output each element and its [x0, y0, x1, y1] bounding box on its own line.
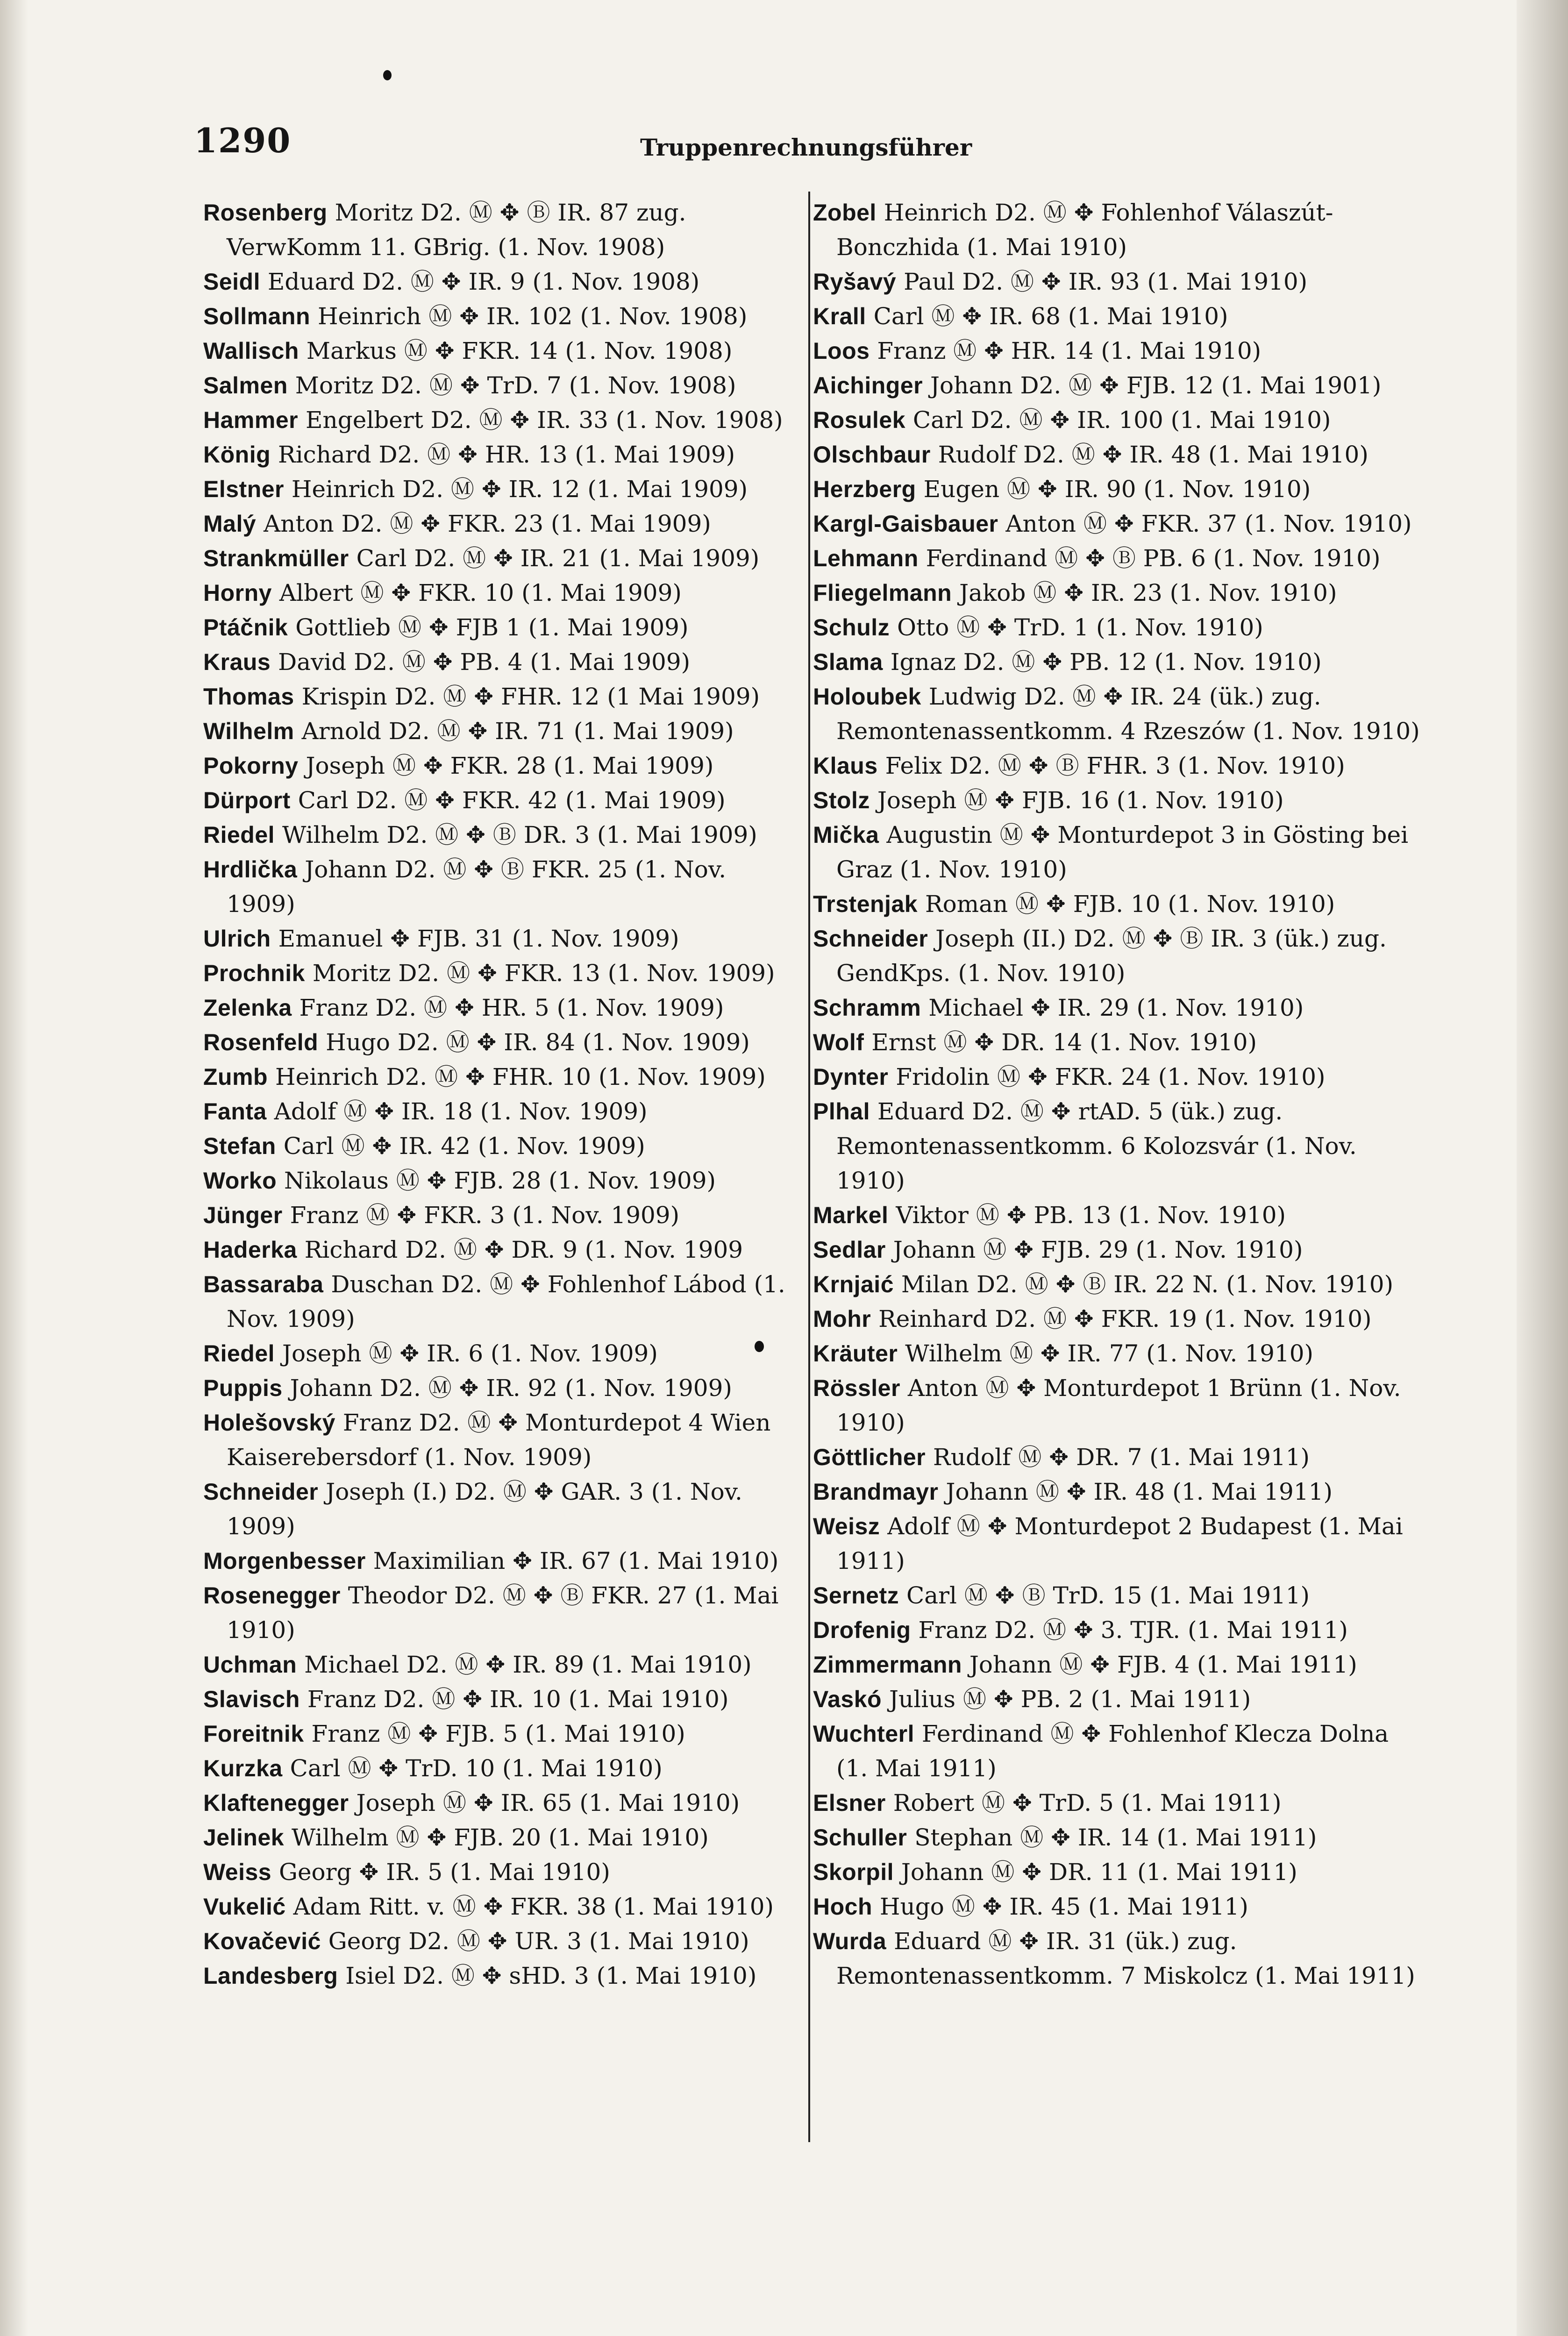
entry-surname: Kargl-Gaisbauer	[813, 511, 998, 537]
directory-entry	[203, 1820, 792, 1855]
entry-surname: Rosenegger	[203, 1582, 341, 1609]
directory-entry	[813, 1440, 1420, 1474]
entry-surname: Kraus	[203, 649, 271, 675]
entry-surname: Schulz	[813, 614, 890, 641]
directory-entry	[203, 1647, 792, 1682]
entry-details: Carl D2. Ⓜ ✥ IR. 100 (1. Mai 1910)	[912, 406, 1331, 434]
directory-entry	[203, 437, 792, 472]
directory-entry	[813, 990, 1420, 1025]
entry-surname: Wuchterl	[813, 1721, 914, 1747]
directory-entry	[203, 1716, 792, 1751]
entry-surname: Skorpil	[813, 1859, 894, 1885]
entry-surname: Morgenbesser	[203, 1548, 366, 1574]
entry-surname: Worko	[203, 1168, 277, 1194]
entry-details: Jakob Ⓜ ✥ IR. 23 (1. Nov. 1910)	[959, 579, 1337, 606]
directory-entry	[203, 195, 792, 264]
ink-speck	[755, 1341, 764, 1352]
entry-surname: Wallisch	[203, 338, 299, 364]
entry-surname: Rosenberg	[203, 199, 328, 226]
entry-details: Carl Ⓜ ✥ Ⓑ TrD. 15 (1. Mai 1911)	[906, 1582, 1310, 1609]
directory-entry	[813, 1336, 1420, 1371]
entry-surname: Hoch	[813, 1894, 872, 1920]
entry-surname: Krnjaić	[813, 1271, 894, 1297]
directory-entry	[813, 783, 1420, 818]
directory-entry	[813, 368, 1420, 403]
directory-entry	[813, 1820, 1420, 1855]
entry-surname: Vukelić	[203, 1894, 286, 1920]
entry-details: Ferdinand Ⓜ ✥ Fohlenhof Klecza Dolna (1. Mai 1911)	[836, 1720, 1389, 1782]
entry-details: Milan D2. Ⓜ ✥ Ⓑ IR. 22 N. (1. Nov. 1910)	[901, 1271, 1394, 1298]
directory-entry	[813, 1578, 1420, 1613]
entry-surname: Plhal	[813, 1098, 870, 1125]
directory-entry	[813, 264, 1420, 299]
directory-entry	[813, 818, 1420, 887]
entry-surname: Rosenfeld	[203, 1029, 319, 1055]
directory-entry	[813, 1647, 1420, 1682]
directory-entry	[203, 264, 792, 299]
directory-entry	[203, 1959, 792, 1993]
directory-entry	[813, 1855, 1420, 1889]
entry-details: Theodor D2. Ⓜ ✥ Ⓑ FKR. 27 (1. Mai 1910)	[227, 1582, 779, 1644]
directory-entry	[813, 748, 1420, 783]
entry-surname: Fanta	[203, 1098, 267, 1125]
directory-entry	[203, 1163, 792, 1198]
entry-details: Nikolaus Ⓜ ✥ FJB. 28 (1. Nov. 1909)	[284, 1167, 716, 1194]
directory-entry	[203, 1889, 792, 1924]
entry-surname: Uchman	[203, 1652, 297, 1678]
entry-surname: Schneider	[203, 1479, 319, 1505]
entry-details: Eduard D2. Ⓜ ✥ IR. 9 (1. Nov. 1908)	[267, 268, 700, 295]
directory-entry	[813, 299, 1420, 334]
entry-surname: Loos	[813, 338, 870, 364]
entry-details: Heinrich D2. Ⓜ ✥ Fohlenhof Válaszút-Bonczhida (1. Mai 1910)	[836, 199, 1333, 261]
directory-entry	[813, 1613, 1420, 1647]
entry-surname: Ulrich	[203, 926, 271, 952]
entry-details: Rudolf Ⓜ ✥ DR. 7 (1. Mai 1911)	[933, 1444, 1310, 1471]
directory-entry	[203, 645, 792, 679]
entry-surname: Salmen	[203, 372, 288, 399]
directory-entry	[203, 472, 792, 506]
entry-surname: Kräuter	[813, 1340, 898, 1367]
entry-details: Anton Ⓜ ✥ Monturdepot 1 Brünn (1. Nov. 1910)	[836, 1375, 1401, 1436]
entry-details: Gottlieb Ⓜ ✥ FJB 1 (1. Mai 1909)	[295, 614, 689, 641]
entry-details: Franz D2. Ⓜ ✥ HR. 5 (1. Nov. 1909)	[299, 994, 724, 1021]
entry-surname: Foreitnik	[203, 1721, 304, 1747]
directory-entry	[203, 506, 792, 541]
entry-details: Reinhard D2. Ⓜ ✥ FKR. 19 (1. Nov. 1910)	[878, 1305, 1372, 1332]
entry-surname: Mohr	[813, 1306, 871, 1332]
entry-surname: Lehmann	[813, 545, 919, 571]
entry-details: Moritz D2. Ⓜ ✥ Ⓑ IR. 87 zug. VerwKomm 11. GBrig. (1. Nov. 1908)	[227, 199, 686, 261]
directory-entry	[203, 1094, 792, 1129]
entry-details: Franz D2. Ⓜ ✥ IR. 10 (1. Mai 1910)	[307, 1686, 729, 1713]
entry-details: Johann Ⓜ ✥ DR. 11 (1. Mai 1911)	[901, 1859, 1297, 1886]
directory-entry	[813, 334, 1420, 368]
directory-entry	[813, 1786, 1420, 1820]
entry-surname: Rosulek	[813, 407, 906, 433]
entry-details: Krispin D2. Ⓜ ✥ FHR. 12 (1 Mai 1909)	[301, 683, 760, 710]
entry-surname: Landesberg	[203, 1963, 338, 1989]
entry-surname: Zumb	[203, 1064, 268, 1090]
directory-entry	[813, 403, 1420, 437]
entry-surname: Schramm	[813, 995, 921, 1021]
left-column	[203, 195, 792, 1993]
entry-details: Fridolin Ⓜ ✥ FKR. 24 (1. Nov. 1910)	[896, 1063, 1326, 1090]
directory-entry	[813, 921, 1420, 990]
entry-surname: Aichinger	[813, 372, 923, 399]
entry-surname: Göttlicher	[813, 1444, 926, 1470]
entry-details: Joseph Ⓜ ✥ IR. 6 (1. Nov. 1909)	[282, 1340, 658, 1367]
entry-details: Johann Ⓜ ✥ FJB. 4 (1. Mai 1911)	[969, 1651, 1357, 1678]
entry-details: Adolf Ⓜ ✥ IR. 18 (1. Nov. 1909)	[274, 1098, 648, 1125]
entry-details: Franz Ⓜ ✥ FJB. 5 (1. Mai 1910)	[311, 1720, 685, 1747]
entry-details: Isiel D2. Ⓜ ✥ sHD. 3 (1. Mai 1910)	[345, 1962, 757, 1989]
entry-surname: Wolf	[813, 1029, 864, 1055]
entry-surname: Klaftenegger	[203, 1790, 349, 1816]
directory-entry	[813, 506, 1420, 541]
entry-details: Otto Ⓜ ✥ TrD. 1 (1. Nov. 1910)	[897, 614, 1263, 641]
entry-surname: Weiss	[203, 1859, 272, 1885]
entry-details: Joseph (II.) D2. Ⓜ ✥ Ⓑ IR. 3 (ük.) zug. GendKps. (1. Nov. 1910)	[836, 925, 1387, 987]
entry-details: Heinrich D2. Ⓜ ✥ IR. 12 (1. Mai 1909)	[291, 476, 748, 503]
entry-details: Carl D2. Ⓜ ✥ FKR. 42 (1. Mai 1909)	[298, 787, 726, 814]
directory-entry	[203, 1682, 792, 1716]
directory-entry	[813, 195, 1420, 264]
entry-details: Joseph (I.) D2. Ⓜ ✥ GAR. 3 (1. Nov. 1909)	[227, 1478, 742, 1540]
directory-entry	[203, 783, 792, 818]
entry-surname: Riedel	[203, 822, 275, 848]
page-number: 1290	[194, 121, 292, 160]
entry-surname: Kovačević	[203, 1928, 321, 1954]
directory-entry	[203, 748, 792, 783]
entry-details: Johann D2. Ⓜ ✥ FJB. 12 (1. Mai 1901)	[930, 372, 1382, 399]
entry-details: Johann Ⓜ ✥ FJB. 29 (1. Nov. 1910)	[893, 1236, 1303, 1263]
directory-entry	[203, 1267, 792, 1336]
directory-entry	[203, 852, 792, 921]
directory-entry	[203, 1578, 792, 1647]
entry-surname: Ptáčnik	[203, 614, 288, 641]
directory-entry	[203, 299, 792, 334]
directory-entry	[203, 990, 792, 1025]
entry-details: Franz Ⓜ ✥ FKR. 3 (1. Nov. 1909)	[290, 1202, 680, 1229]
directory-entry	[813, 1509, 1420, 1578]
entry-details: Eugen Ⓜ ✥ IR. 90 (1. Nov. 1910)	[923, 476, 1311, 503]
entry-surname: Jelinek	[203, 1824, 285, 1851]
entry-surname: Ryšavý	[813, 269, 897, 295]
right-column	[813, 195, 1420, 1993]
directory-entry	[203, 1025, 792, 1060]
entry-details: Carl Ⓜ ✥ TrD. 10 (1. Mai 1910)	[290, 1755, 663, 1782]
directory-entry	[203, 1786, 792, 1820]
directory-entry	[813, 610, 1420, 645]
directory-entry	[203, 1336, 792, 1371]
entry-surname: Klaus	[813, 753, 878, 779]
directory-entry	[203, 1198, 792, 1232]
column-divider	[808, 192, 810, 2142]
entry-details: Robert Ⓜ ✥ TrD. 5 (1. Mai 1911)	[893, 1789, 1282, 1816]
directory-entry	[813, 1682, 1420, 1716]
entry-details: Anton Ⓜ ✥ FKR. 37 (1. Nov. 1910)	[1005, 510, 1412, 537]
entry-details: Joseph Ⓜ ✥ FJB. 16 (1. Nov. 1910)	[877, 787, 1284, 814]
directory-entry	[203, 403, 792, 437]
page-edge-right	[1517, 0, 1568, 2336]
entry-details: Hugo D2. Ⓜ ✥ IR. 84 (1. Nov. 1909)	[326, 1029, 750, 1056]
directory-entry	[203, 541, 792, 576]
directory-entry	[813, 1889, 1420, 1924]
entry-surname: Schneider	[813, 926, 928, 952]
entry-details: Richard D2. Ⓜ ✥ HR. 13 (1. Mai 1909)	[278, 441, 735, 468]
entry-details: Johann D2. Ⓜ ✥ Ⓑ FKR. 25 (1. Nov. 1909)	[227, 856, 727, 918]
entry-details: Anton D2. Ⓜ ✥ FKR. 23 (1. Mai 1909)	[264, 510, 711, 537]
entry-surname: Thomas	[203, 684, 294, 710]
entry-surname: Elsner	[813, 1790, 886, 1816]
directory-entry	[813, 1716, 1420, 1786]
entry-details: Georg D2. Ⓜ ✥ UR. 3 (1. Mai 1910)	[328, 1928, 749, 1955]
directory-entry	[203, 334, 792, 368]
entry-surname: Wurda	[813, 1928, 887, 1954]
entry-details: Hugo Ⓜ ✥ IR. 45 (1. Mai 1911)	[879, 1893, 1248, 1920]
entry-surname: Seidl	[203, 269, 260, 295]
directory-entry	[203, 576, 792, 610]
entry-details: Engelbert D2. Ⓜ ✥ IR. 33 (1. Nov. 1908)	[306, 406, 783, 434]
entry-details: Julius Ⓜ ✥ PB. 2 (1. Mai 1911)	[889, 1686, 1251, 1713]
directory-entry	[813, 1198, 1420, 1232]
entry-details: Adam Ritt. v. Ⓜ ✥ FKR. 38 (1. Mai 1910)	[293, 1893, 774, 1920]
entry-details: Emanuel ✥ FJB. 31 (1. Nov. 1909)	[278, 925, 679, 952]
entry-surname: Haderka	[203, 1237, 297, 1263]
entry-details: Carl Ⓜ ✥ IR. 42 (1. Nov. 1909)	[283, 1132, 645, 1160]
entry-surname: Hammer	[203, 407, 299, 433]
directory-entry	[203, 1129, 792, 1163]
entry-details: Richard D2. Ⓜ ✥ DR. 9 (1. Nov. 1909	[304, 1236, 743, 1263]
entry-surname: Elstner	[203, 476, 285, 502]
entry-surname: Weisz	[813, 1513, 880, 1539]
directory-entry	[203, 679, 792, 714]
directory-entry	[203, 714, 792, 748]
entry-details: Michael D2. Ⓜ ✥ IR. 89 (1. Mai 1910)	[304, 1651, 752, 1678]
entry-details: Rudolf D2. Ⓜ ✥ IR. 48 (1. Mai 1910)	[938, 441, 1368, 468]
entry-details: Michael ✥ IR. 29 (1. Nov. 1910)	[928, 994, 1304, 1021]
entry-surname: Vaskó	[813, 1686, 882, 1712]
entry-details: Wilhelm Ⓜ ✥ FJB. 20 (1. Mai 1910)	[291, 1824, 709, 1851]
entry-surname: Holešovský	[203, 1410, 335, 1436]
ink-speck	[383, 70, 392, 80]
entry-details: Wilhelm Ⓜ ✥ IR. 77 (1. Nov. 1910)	[905, 1340, 1314, 1367]
entry-details: Ignaz D2. Ⓜ ✥ PB. 12 (1. Nov. 1910)	[890, 648, 1322, 676]
directory-entry	[813, 472, 1420, 506]
entry-surname: Kurzka	[203, 1755, 283, 1781]
entry-details: Paul D2. Ⓜ ✥ IR. 93 (1. Mai 1910)	[904, 268, 1308, 295]
entry-details: Heinrich Ⓜ ✥ IR. 102 (1. Nov. 1908)	[317, 303, 748, 330]
directory-entry	[813, 437, 1420, 472]
entry-surname: Krall	[813, 303, 866, 329]
entry-surname: Stefan	[203, 1133, 276, 1159]
directory-entry	[203, 818, 792, 852]
entry-surname: Zelenka	[203, 995, 292, 1021]
running-head: Truppenrechnungsführer	[640, 134, 972, 161]
entry-details: Adolf Ⓜ ✥ Monturdepot 2 Budapest (1. Mai 1911)	[836, 1513, 1403, 1574]
entry-surname: Jünger	[203, 1202, 283, 1228]
entry-details: Carl D2. Ⓜ ✥ IR. 21 (1. Mai 1909)	[356, 545, 760, 572]
entry-details: Stephan Ⓜ ✥ IR. 14 (1. Mai 1911)	[914, 1824, 1317, 1851]
directory-entry	[203, 1060, 792, 1094]
entry-surname: Hrdlička	[203, 856, 298, 883]
directory-entry	[203, 1544, 792, 1578]
entry-details: Wilhelm D2. Ⓜ ✥ Ⓑ DR. 3 (1. Mai 1909)	[282, 821, 757, 848]
directory-entry	[203, 1232, 792, 1267]
entry-surname: Dürport	[203, 787, 291, 813]
entry-surname: Fliegelmann	[813, 580, 952, 606]
entry-details: Eduard D2. Ⓜ ✥ rtAD. 5 (ük.) zug. Remontenassentkomm. 6 Kolozsvár (1. Nov. 1910)	[836, 1098, 1357, 1194]
entry-surname: Slavisch	[203, 1686, 300, 1712]
entry-details: Viktor Ⓜ ✥ PB. 13 (1. Nov. 1910)	[896, 1202, 1286, 1229]
entry-surname: Malý	[203, 511, 257, 537]
directory-entry	[203, 368, 792, 403]
entry-surname: Dynter	[813, 1064, 889, 1090]
directory-entry	[813, 1094, 1420, 1198]
directory-entry	[813, 1267, 1420, 1302]
entry-details: Ferdinand Ⓜ ✥ Ⓑ PB. 6 (1. Nov. 1910)	[926, 545, 1381, 572]
entry-surname: Mička	[813, 822, 879, 848]
entry-surname: Drofenig	[813, 1617, 911, 1643]
directory-entry	[813, 679, 1420, 748]
entry-surname: Sollmann	[203, 303, 311, 329]
entry-details: Felix D2. Ⓜ ✥ Ⓑ FHR. 3 (1. Nov. 1910)	[885, 752, 1345, 779]
entry-details: Johann D2. Ⓜ ✥ IR. 92 (1. Nov. 1909)	[290, 1375, 732, 1402]
entry-surname: Puppis	[203, 1375, 283, 1401]
entry-surname: Sedlar	[813, 1237, 886, 1263]
entry-surname: Pokorny	[203, 753, 299, 779]
directory-entry	[813, 645, 1420, 679]
entry-details: Arnold D2. Ⓜ ✥ IR. 71 (1. Mai 1909)	[301, 718, 734, 745]
entry-surname: Brandmayr	[813, 1479, 939, 1505]
entry-surname: Bassaraba	[203, 1271, 324, 1297]
entry-details: Augustin Ⓜ ✥ Monturdepot 3 in Gösting bei Graz (1. Nov. 1910)	[836, 821, 1409, 883]
entry-surname: König	[203, 442, 271, 468]
entry-details: Joseph Ⓜ ✥ IR. 65 (1. Mai 1910)	[356, 1789, 740, 1816]
entry-surname: Strankmüller	[203, 545, 349, 571]
entry-surname: Schuller	[813, 1824, 907, 1851]
entry-surname: Rössler	[813, 1375, 900, 1401]
entry-details: Markus Ⓜ ✥ FKR. 14 (1. Nov. 1908)	[306, 337, 733, 364]
entry-details: Ernst Ⓜ ✥ DR. 14 (1. Nov. 1910)	[871, 1029, 1257, 1056]
directory-entry	[813, 1060, 1420, 1094]
directory-entry	[203, 1405, 792, 1474]
directory-entry	[813, 576, 1420, 610]
entry-details: Duschan D2. Ⓜ ✥ Fohlenhof Lábod (1. Nov. 1909)	[227, 1271, 785, 1332]
entry-details: Ludwig D2. Ⓜ ✥ IR. 24 (ük.) zug. Remontenassentkomm. 4 Rzeszów (1. Nov. 1910)	[836, 683, 1420, 745]
directory-entry	[203, 921, 792, 956]
directory-entry	[813, 1025, 1420, 1060]
directory-entry	[203, 1751, 792, 1786]
entry-details: Joseph Ⓜ ✥ FKR. 28 (1. Mai 1909)	[306, 752, 714, 779]
entry-details: Maximilian ✥ IR. 67 (1. Mai 1910)	[373, 1547, 779, 1574]
entry-details: Heinrich D2. Ⓜ ✥ FHR. 10 (1. Nov. 1909)	[275, 1063, 766, 1090]
entry-surname: Wilhelm	[203, 718, 294, 744]
entry-surname: Herzberg	[813, 476, 916, 502]
entry-surname: Sernetz	[813, 1582, 899, 1609]
entry-details: Moritz D2. Ⓜ ✥ FKR. 13 (1. Nov. 1909)	[312, 960, 775, 987]
entry-surname: Zobel	[813, 199, 877, 226]
entry-surname: Olschbaur	[813, 442, 931, 468]
entry-details: Franz Ⓜ ✥ HR. 14 (1. Mai 1910)	[877, 337, 1262, 364]
entry-surname: Horny	[203, 580, 272, 606]
entry-surname: Zimmermann	[813, 1652, 962, 1678]
entry-surname: Stolz	[813, 787, 870, 813]
entry-surname: Holoubek	[813, 684, 921, 710]
entry-details: Georg ✥ IR. 5 (1. Mai 1910)	[279, 1859, 610, 1886]
directory-entry	[813, 1924, 1420, 1993]
entry-surname: Slama	[813, 649, 883, 675]
directory-entry	[813, 1371, 1420, 1440]
entry-details: Johann Ⓜ ✥ IR. 48 (1. Mai 1911)	[946, 1478, 1333, 1505]
entry-details: Moritz D2. Ⓜ ✥ TrD. 7 (1. Nov. 1908)	[295, 372, 736, 399]
directory-entry	[203, 1924, 792, 1959]
entry-details: Franz D2. Ⓜ ✥ 3. TJR. (1. Mai 1911)	[918, 1617, 1348, 1644]
entry-details: Franz D2. Ⓜ ✥ Monturdepot 4 Wien Kaiserebersdorf (1. Nov. 1909)	[227, 1409, 771, 1471]
directory-entry	[203, 1371, 792, 1405]
directory-entry	[203, 610, 792, 645]
page-edge-left	[0, 0, 28, 2336]
entry-surname: Markel	[813, 1202, 889, 1228]
directory-entry	[813, 1232, 1420, 1267]
directory-entry	[813, 541, 1420, 576]
entry-details: Albert Ⓜ ✥ FKR. 10 (1. Mai 1909)	[279, 579, 682, 606]
entry-details: David D2. Ⓜ ✥ PB. 4 (1. Mai 1909)	[278, 648, 691, 676]
entry-details: Roman Ⓜ ✥ FJB. 10 (1. Nov. 1910)	[925, 890, 1335, 918]
entry-surname: Riedel	[203, 1340, 275, 1367]
entry-surname: Prochnik	[203, 960, 305, 986]
directory-entry	[813, 1302, 1420, 1336]
directory-entry	[203, 956, 792, 990]
entry-details: Carl Ⓜ ✥ IR. 68 (1. Mai 1910)	[873, 303, 1228, 330]
entry-details: Eduard Ⓜ ✥ IR. 31 (ük.) zug. Remontenassentkomm. 7 Miskolcz (1. Mai 1911)	[836, 1928, 1415, 1989]
entry-surname: Trstenjak	[813, 891, 918, 917]
directory-entry	[813, 1474, 1420, 1509]
directory-entry	[203, 1855, 792, 1889]
directory-entry	[813, 887, 1420, 921]
directory-entry	[203, 1474, 792, 1544]
